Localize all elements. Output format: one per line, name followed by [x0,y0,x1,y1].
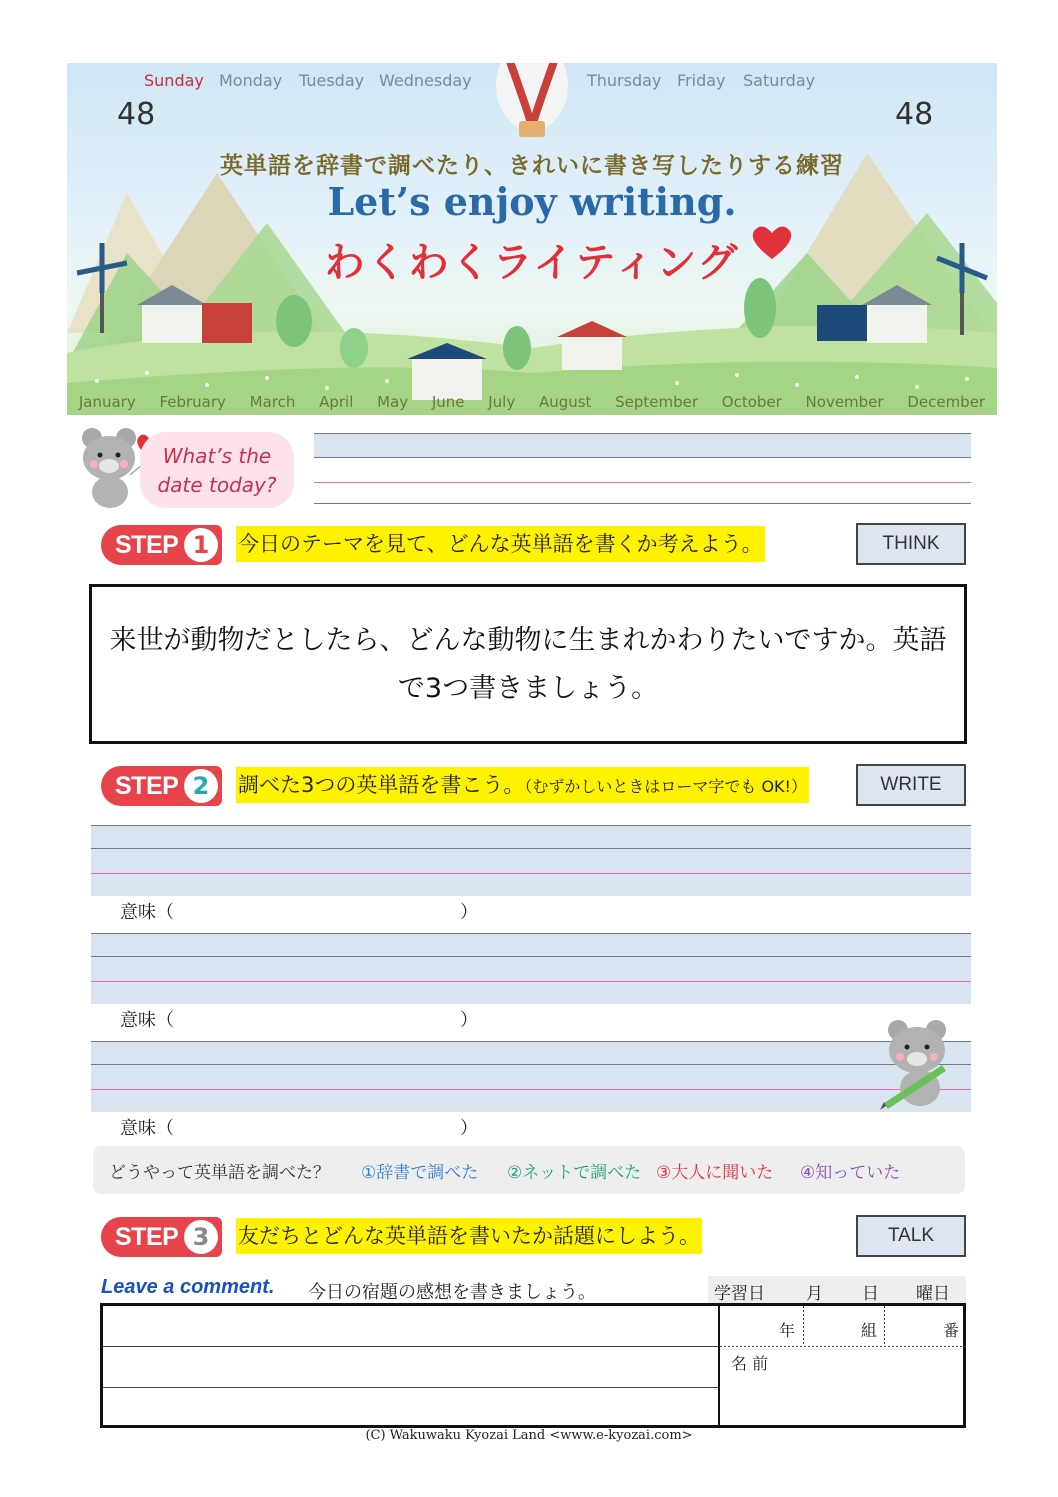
theme-box [89,584,967,744]
date-prompt-line2: date today? [157,473,277,497]
word-writing-lines-1[interactable] [91,825,971,896]
day-label: 日 [862,1284,879,1304]
step2-badge [101,766,222,806]
talk-tag: TALK [856,1215,966,1257]
day-friday: Friday [677,71,726,90]
month-label: July [488,393,516,411]
meaning-label: 意味（ [120,902,174,923]
month-row [67,393,997,411]
comment-line-3[interactable] [103,1388,718,1428]
step-label: STEP [115,531,179,559]
comment-line-2[interactable] [103,1347,718,1387]
comment-line-1[interactable] [103,1306,718,1346]
step2-instruction [236,767,809,803]
word-writing-lines-3[interactable] [91,1041,971,1112]
write-tag: WRITE [856,764,966,806]
lookup-question: どうやって英単語を調べた？ [109,1163,330,1183]
comment-instruction: 今日の宿題の感想を書きましょう。 [308,1282,596,1303]
year-label: 年 [779,1321,796,1340]
copyright-footer: (C) Wakuwaku Kyozai Land <www.e-kyozai.com> [365,1428,693,1443]
month-label: October [721,393,782,411]
date-prompt-line1: What’s the [162,444,272,468]
banner-subtitle: 英単語を辞書で調べたり、きれいに書き写したりする練習 [220,153,844,179]
month-label: April [319,393,354,411]
month-label: March [249,393,296,411]
comment-table [100,1303,966,1428]
lookup-option-knew[interactable]: ④知っていた [800,1163,901,1183]
lookup-option-adult[interactable]: ③大人に聞いた [656,1163,774,1183]
month-label: December [907,393,986,411]
comment-heading: Leave a comment. [101,1276,275,1298]
meaning-close: ） [460,902,478,923]
step3-badge [101,1217,222,1257]
day-tuesday: Tuesday [299,71,365,90]
day-monday: Monday [219,71,283,90]
step1-badge [101,525,222,565]
month-label: May [377,393,409,411]
day-thursday: Thursday [587,71,662,90]
banner-title-english: Let’s enjoy writing. [327,179,737,224]
study-date-label: 学習日 [714,1284,765,1304]
name-label: 名 前 [731,1354,769,1373]
worksheet-number-left: 48 [117,97,156,132]
month-label: 月 [806,1284,823,1304]
study-date-strip [708,1276,966,1303]
word-writing-lines-2[interactable] [91,933,971,1004]
step2-note: （むずかしいときはローマ字でも OK!） [524,777,807,796]
meaning-close: ） [460,1010,478,1031]
bear-with-pencil-icon [872,1016,964,1110]
date-prompt-bubble [140,432,294,508]
think-tag: THINK [856,523,966,565]
step2-text: 調べた3つの英単語を書こう。 [238,773,525,797]
day-wednesday: Wednesday [379,71,472,90]
meaning-label: 意味（ [120,1010,174,1031]
meaning-label: 意味（ [120,1118,174,1139]
step-label: STEP [115,1223,179,1251]
worksheet-number-right: 48 [895,97,934,132]
step1-number: 1 [184,528,218,562]
month-label: November [805,393,884,411]
step1-instruction: 今日のテーマを見て、どんな英単語を書くか考えよう。 [236,526,765,562]
month-label: June [431,393,465,411]
lookup-method-bar [93,1146,965,1194]
lookup-option-internet[interactable]: ②ネットで調べた [507,1163,642,1183]
date-writing-lines[interactable] [314,433,971,504]
meaning-close: ） [460,1118,478,1139]
day-sunday: Sunday [144,71,204,90]
month-label: September [615,393,699,411]
theme-text: 来世が動物だとしたら、どんな動物に生まれかわりたいですか。英語で3つ書きましょう。 [109,625,947,704]
header-banner [67,63,997,415]
student-number-label: 番 [943,1321,960,1340]
day-saturday: Saturday [743,71,816,90]
banner-title-japanese: わくわくライティング [324,240,740,286]
month-label: January [78,393,136,411]
month-label: August [538,393,592,411]
step-label: STEP [115,772,179,800]
step3-number: 3 [184,1220,218,1254]
weekday-label: 曜日 [916,1284,950,1304]
month-label: February [159,393,226,411]
lookup-option-dictionary[interactable]: ①辞書で調べた [361,1163,479,1183]
step3-instruction: 友だちとどんな英単語を書いたか話題にしよう。 [236,1218,702,1254]
class-label: 組 [861,1321,878,1340]
step2-number: 2 [184,769,218,803]
